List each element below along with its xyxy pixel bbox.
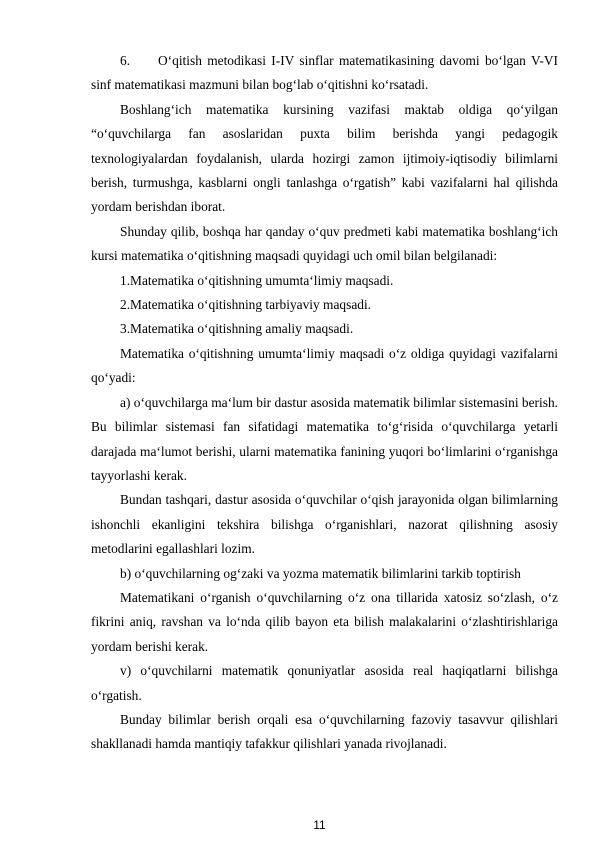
section-heading — [91, 49, 558, 98]
paragraph-task-v: v) o‘quvchilarni matematik qonuniyatlar asosida real haqiqatlarni bilishga o‘rgatish. — [91, 663, 558, 703]
section-number: 6. — [120, 53, 131, 68]
paragraph-spatial-thinking: Bunday bilimlar berish orqali esa o‘quvchilarning fazoviy tasavvur qilishlari shakllanadi hamda mantiqiy tafakkur qilishlari yanada rivojlanadi. — [91, 711, 558, 752]
list-item-practical-goal: 3.Matematika o‘qitishning amaliy maqsadi. — [120, 321, 354, 337]
paragraph-general-goal-tasks: Matematika o‘qitishning umumta‘limiy maqsadi o‘z oldiga quyidagi vazifalarni qo‘yadi: — [91, 345, 558, 386]
body-text — [91, 49, 558, 757]
section-title: O‘qitish metodikasi I-IV sinflar matematikasining davomi bo‘lgan V-VI sinf matematikasi mazmuni bilan bog‘lab o‘qitishni ko‘rsatadi. — [91, 53, 558, 93]
paragraph-three-factors: Shunday qilib, boshqa har qanday o‘quv predmeti kabi matematika boshlang‘ich kursi matematika o‘qitishning maqsadi quyidagi uch omil bilan belgilanadi: — [91, 223, 558, 264]
paragraph-task-a: a) o‘quvchilarga ma‘lum bir dastur asosida matematik bilimlar sistemasini berish. Bu bilimlar sistemasi fan sifatidagi matematika to‘g‘risida o‘quvchilarga yetarli darajada ma‘lumot berishi, ularni matematika fanining yuqori bo‘limlarini o‘rganishga tayyorlashi kerak. — [91, 394, 558, 483]
list-item-educational-goal: 2.Matematika o‘qitishning tarbiyaviy maqsadi. — [120, 297, 372, 313]
paragraph-language-skills: Matematikani o‘rganish o‘quvchilarning o‘z ona tillarida xatosiz so‘zlash, o‘z fikrini aniq, ravshan va lo‘nda qilib bayon eta bilish malakalarini o‘zlashtirishlariga yordam berishi kerak. — [91, 589, 558, 654]
paragraph-task-b: b) o‘quvchilarning og‘zaki va yozma matematik bilimlarini tarkib toptirish — [120, 565, 521, 581]
list-item-general-goal: 1.Matematika o‘qitishning umumta‘limiy maqsadi. — [120, 272, 394, 288]
paragraph-course-goal: Boshlang‘ich matematika kursining vazifasi maktab oldiga qo‘yilgan “o‘quvchilarga fan asoslaridan puxta bilim berishda yangi pedagogik texnologiyalardan foydalanish, ularda hozirgi zamon ijtimoiy-iqtisodiy bilimlarni berish, turmushga, kasblarni ongli tanlashga o‘rgatish” kabi vazifalarni hal qilishda yordam berishdan iborat. — [91, 101, 558, 215]
paragraph-verification: Bundan tashqari, dastur asosida o‘quvchilar o‘qish jarayonida olgan bilimlarning ishonchli ekanligini tekshira bilishga o‘rganishlari, nazorat qilishning asosiy metodlarini egallashlari lozim. — [91, 492, 558, 557]
page-number: 11 — [313, 818, 326, 832]
